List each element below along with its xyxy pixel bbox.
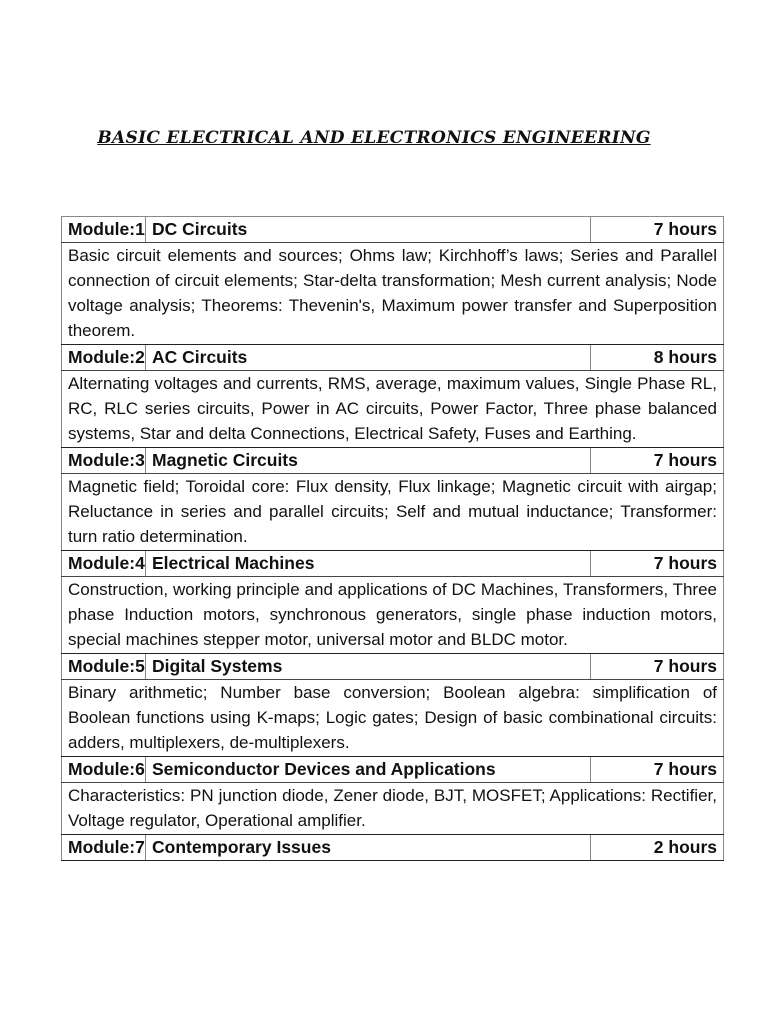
syllabus-table — [61, 216, 724, 861]
module-name: Contemporary Issues — [146, 835, 591, 861]
module-number: Module:3 — [62, 448, 146, 474]
module-content-row — [62, 577, 724, 654]
module-header-row — [62, 345, 724, 371]
module-content-row — [62, 371, 724, 448]
module-number: Module:1 — [62, 217, 146, 243]
module-number: Module:4 — [62, 551, 146, 577]
module-content-row — [62, 680, 724, 757]
module-content: Basic circuit elements and sources; Ohms law; Kirchhoff’s laws; Series and Parallel connection of circuit elements; Star-delta transformation; Mesh current analysis; Node voltage analysis; Theorems: Thevenin's, Maximum power transfer and Superposition theorem. — [62, 243, 724, 345]
module-hours: 7 hours — [591, 757, 724, 783]
module-number: Module:5 — [62, 654, 146, 680]
module-content: Binary arithmetic; Number base conversion; Boolean algebra: simplification of Boolean functions using K-maps; Logic gates; Design of basic combinational circuits: adders, multiplexers, de-multiplexers. — [62, 680, 724, 757]
module-content: Magnetic field; Toroidal core: Flux density, Flux linkage; Magnetic circuit with airgap; Reluctance in series and parallel circuits; Self and mutual inductance; Transformer: turn ratio determination. — [62, 474, 724, 551]
module-header-row — [62, 551, 724, 577]
module-hours: 7 hours — [591, 217, 724, 243]
module-header-row — [62, 835, 724, 861]
module-content: Construction, working principle and applications of DC Machines, Transformers, Three phase Induction motors, synchronous generators, single phase induction motors, special machines stepper motor, universal motor and BLDC motor. — [62, 577, 724, 654]
module-hours: 7 hours — [591, 551, 724, 577]
module-hours: 2 hours — [591, 835, 724, 861]
module-header-row — [62, 217, 724, 243]
module-header-row — [62, 448, 724, 474]
module-name: Magnetic Circuits — [146, 448, 591, 474]
module-name: Semiconductor Devices and Applications — [146, 757, 591, 783]
module-hours: 7 hours — [591, 448, 724, 474]
module-name: Digital Systems — [146, 654, 591, 680]
module-hours: 8 hours — [591, 345, 724, 371]
module-content-row — [62, 783, 724, 835]
module-header-row — [62, 757, 724, 783]
module-header-row — [62, 654, 724, 680]
module-name: DC Circuits — [146, 217, 591, 243]
module-content: Characteristics: PN junction diode, Zener diode, BJT, MOSFET; Applications: Rectifier, Voltage regulator, Operational amplifier. — [62, 783, 724, 835]
module-content: Alternating voltages and currents, RMS, average, maximum values, Single Phase RL, RC, RLC series circuits, Power in AC circuits, Power Factor, Three phase balanced systems, Star and delta Connections, Electrical Safety, Fuses and Earthing. — [62, 371, 724, 448]
module-name: Electrical Machines — [146, 551, 591, 577]
module-hours: 7 hours — [591, 654, 724, 680]
module-number: Module:6 — [62, 757, 146, 783]
module-content-row — [62, 243, 724, 345]
module-name: AC Circuits — [146, 345, 591, 371]
document-title: BASIC ELECTRICAL AND ELECTRONICS ENGINEERING — [97, 128, 651, 148]
module-number: Module:2 — [62, 345, 146, 371]
module-number: Module:7 — [62, 835, 146, 861]
module-content-row — [62, 474, 724, 551]
